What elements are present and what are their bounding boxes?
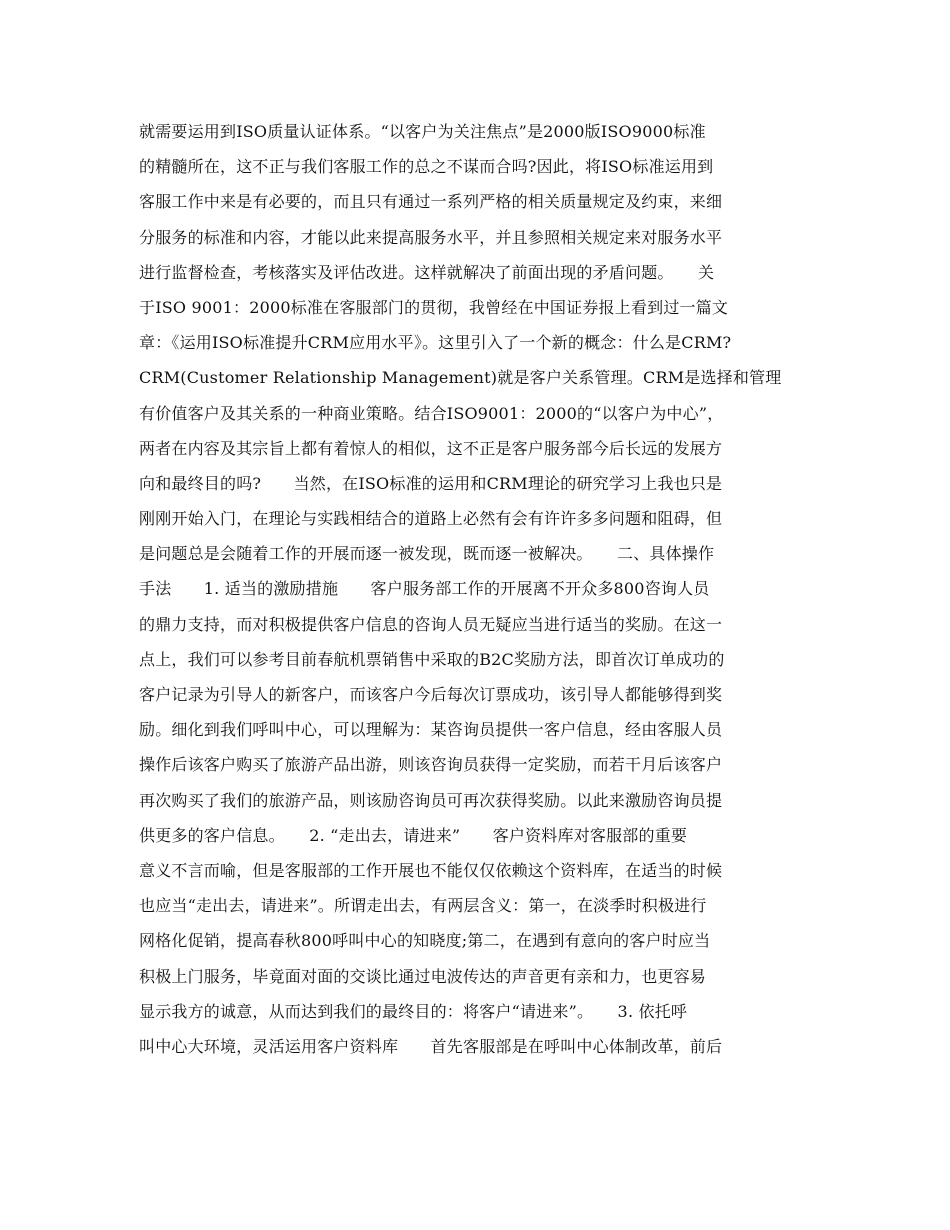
body-text [139,114,819,1064]
text-line: 是问题总是会随着工作的开展而逐一被发现，既而逐一被解决。 二、具体操作 [139,544,715,564]
text-line: 的精髓所在，这不正与我们客服工作的总之不谋而合吗?因此，将ISO标准运用到 [139,157,714,177]
text-line: CRM(Customer Relationship Management)就是客户关系管理。CRM是选择和管理 [139,368,782,388]
text-line: 网格化促销，提高春秋800呼叫中心的知晓度;第二，在遇到有意向的客户时应当 [139,931,711,951]
text-line: 有价值客户及其关系的一种商业策略。结合ISO9001：2000的“以客户为中心”， [139,403,724,423]
text-line: 两者在内容及其宗旨上都有着惊人的相似，这不正是客户服务部今后长远的发展方 [139,438,723,458]
text-line: 分服务的标准和内容，才能以此来提高服务水平，并且参照相关规定来对服务水平 [139,227,723,247]
text-line: 手法 1. 适当的激励措施 客户服务部工作的开展离不开众多800咨询人员 [139,579,710,599]
text-line: 客服工作中来是有必要的，而且只有通过一系列严格的相关质量规定及约束，来细 [139,192,723,212]
text-line: 向和最终目的吗? 当然，在ISO标准的运用和CRM理论的研究学习上我也只是 [139,473,723,493]
text-line: 点上，我们可以参考目前春航机票销售中采取的B2C奖励方法，即首次订单成功的 [139,649,725,669]
text-line: 章：《运用ISO标准提升CRM应用水平》。这里引入了一个新的概念：什么是CRM? [139,333,732,353]
text-line: 于ISO 9001：2000标准在客服部门的贯彻，我曾经在中国证券报上看到过一篇文 [139,297,729,317]
text-line: 意义不言而喻，但是客服部的工作开展也不能仅仅依赖这个资料库，在适当的时候 [139,860,723,880]
text-line: 进行监督检查，考核落实及评估改进。这样就解决了前面出现的矛盾问题。 关 [139,262,715,282]
text-line: 客户记录为引导人的新客户，而该客户今后每次订票成功，该引导人都能够得到奖 [139,685,723,704]
text-line: 励。细化到我们呼叫中心，可以理解为：某咨询员提供一客户信息，经由客服人员 [139,720,723,740]
text-line: 显示我方的诚意，从而达到我们的最终目的：将客户“请进来”。 3. 依托呼 [139,1001,688,1021]
text-line: 刚刚开始入门，在理论与实践相结合的道路上必然有会有许许多多问题和阻碍，但 [139,509,723,529]
text-line: 叫中心大环境，灵活运用客户资料库 首先客服部是在呼叫中心体制改革，前后 [139,1036,723,1056]
text-line: 再次购买了我们的旅游产品，则该励咨询员可再次获得奖励。以此来激励咨询员提 [139,790,723,810]
text-line: 操作后该客户购买了旅游产品出游，则该咨询员获得一定奖励，而若干月后该客户 [139,755,723,775]
text-line: 也应当“走出去，请进来”。所谓走出去，有两层含义：第一，在淡季时积极进行 [139,896,707,916]
text-line: 就需要运用到ISO质量认证体系。“以客户为关注焦点”是2000版ISO9000标准 [139,122,706,141]
text-line: 的鼎力支持，而对积极提供客户信息的咨询人员无疑应当进行适当的奖励。在这一 [139,614,723,634]
text-line: 供更多的客户信息。 2. “走出去，请进来” 客户资料库对客服部的重要 [139,825,688,845]
text-line: 积极上门服务，毕竟面对面的交谈比通过电波传达的声音更有亲和力，也更容易 [139,966,707,986]
